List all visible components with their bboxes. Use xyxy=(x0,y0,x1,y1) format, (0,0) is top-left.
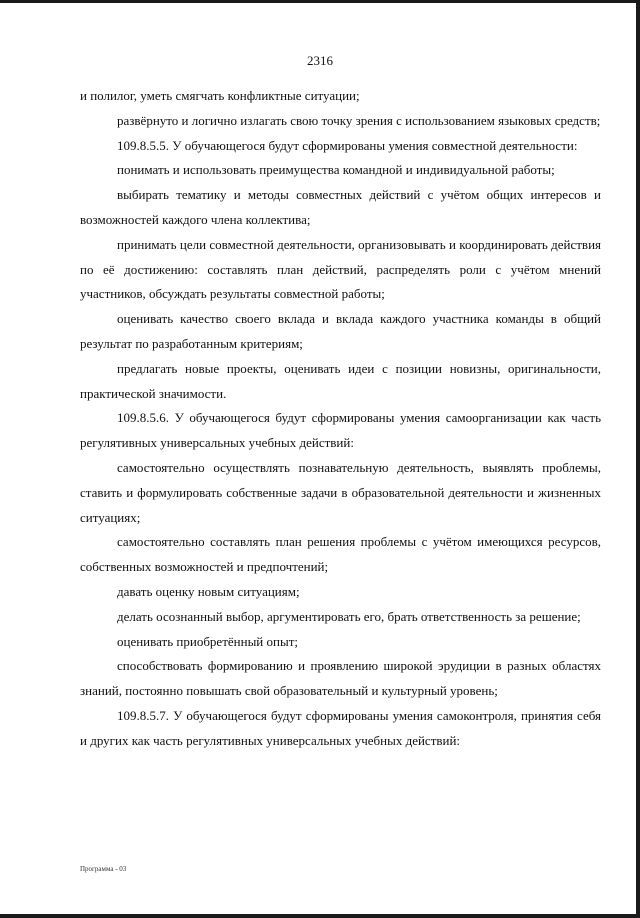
scan-border-bottom xyxy=(0,914,640,918)
paragraph: самостоятельно осуществлять познавательную деятельность, выявлять проблемы, ставить и формулировать собственные задачи в образовательной деятельности и жизненных ситуациях; xyxy=(80,459,601,525)
document-body xyxy=(80,84,601,754)
section-heading-paragraph: 109.8.5.5. У обучающегося будут сформированы умения совместной деятельности: xyxy=(117,137,578,153)
section-heading-paragraph: 109.8.5.7. У обучающегося будут сформированы умения самоконтроля, принятия себя и других как часть регулятивных универсальных учебных действий: xyxy=(80,707,601,748)
paragraph: предлагать новые проекты, оценивать идеи с позиции новизны, оригинальности, практической значимости. xyxy=(80,360,601,401)
section-heading-paragraph: 109.8.5.6. У обучающегося будут сформированы умения самоорганизации как часть регулятивных универсальных учебных действий: xyxy=(80,410,601,451)
paragraph: понимать и использовать преимущества командной и индивидуальной работы; xyxy=(117,162,555,178)
paragraph: способствовать формированию и проявлению широкой эрудиции в разных областях знаний, постоянно повышать свой образовательный и культурный уровень; xyxy=(80,658,601,699)
paragraph: давать оценку новым ситуациям; xyxy=(117,583,300,599)
scan-border-right xyxy=(636,0,640,918)
paragraph: выбирать тематику и методы совместных действий с учётом общих интересов и возможностей каждого члена коллектива; xyxy=(80,187,601,227)
scan-border-top xyxy=(0,0,640,3)
paragraph: оценивать качество своего вклада и вклада каждого участника команды в общий результат по разработанным критериям; xyxy=(80,311,601,351)
paragraph: самостоятельно составлять план решения проблемы с учётом имеющихся ресурсов, собственных возможностей и предпочтений; xyxy=(80,534,601,575)
paragraph: принимать цели совместной деятельности, организовывать и координировать действия по её достижению: составлять план действий, распределять роли с учётом мнений участников, обсуждать результаты совместной работы; xyxy=(80,236,601,302)
paragraph: оценивать приобретённый опыт; xyxy=(117,633,298,649)
page-number: 2316 xyxy=(307,53,333,68)
paragraph: и полилог, уметь смягчать конфликтные ситуации; xyxy=(80,88,360,103)
footer-label: Программа - 03 xyxy=(80,865,127,873)
paragraph: развёрнуто и логично излагать свою точку зрения с использованием языковых средств; xyxy=(117,112,601,128)
paragraph: делать осознанный выбор, аргументировать его, брать ответственность за решение; xyxy=(117,608,581,624)
